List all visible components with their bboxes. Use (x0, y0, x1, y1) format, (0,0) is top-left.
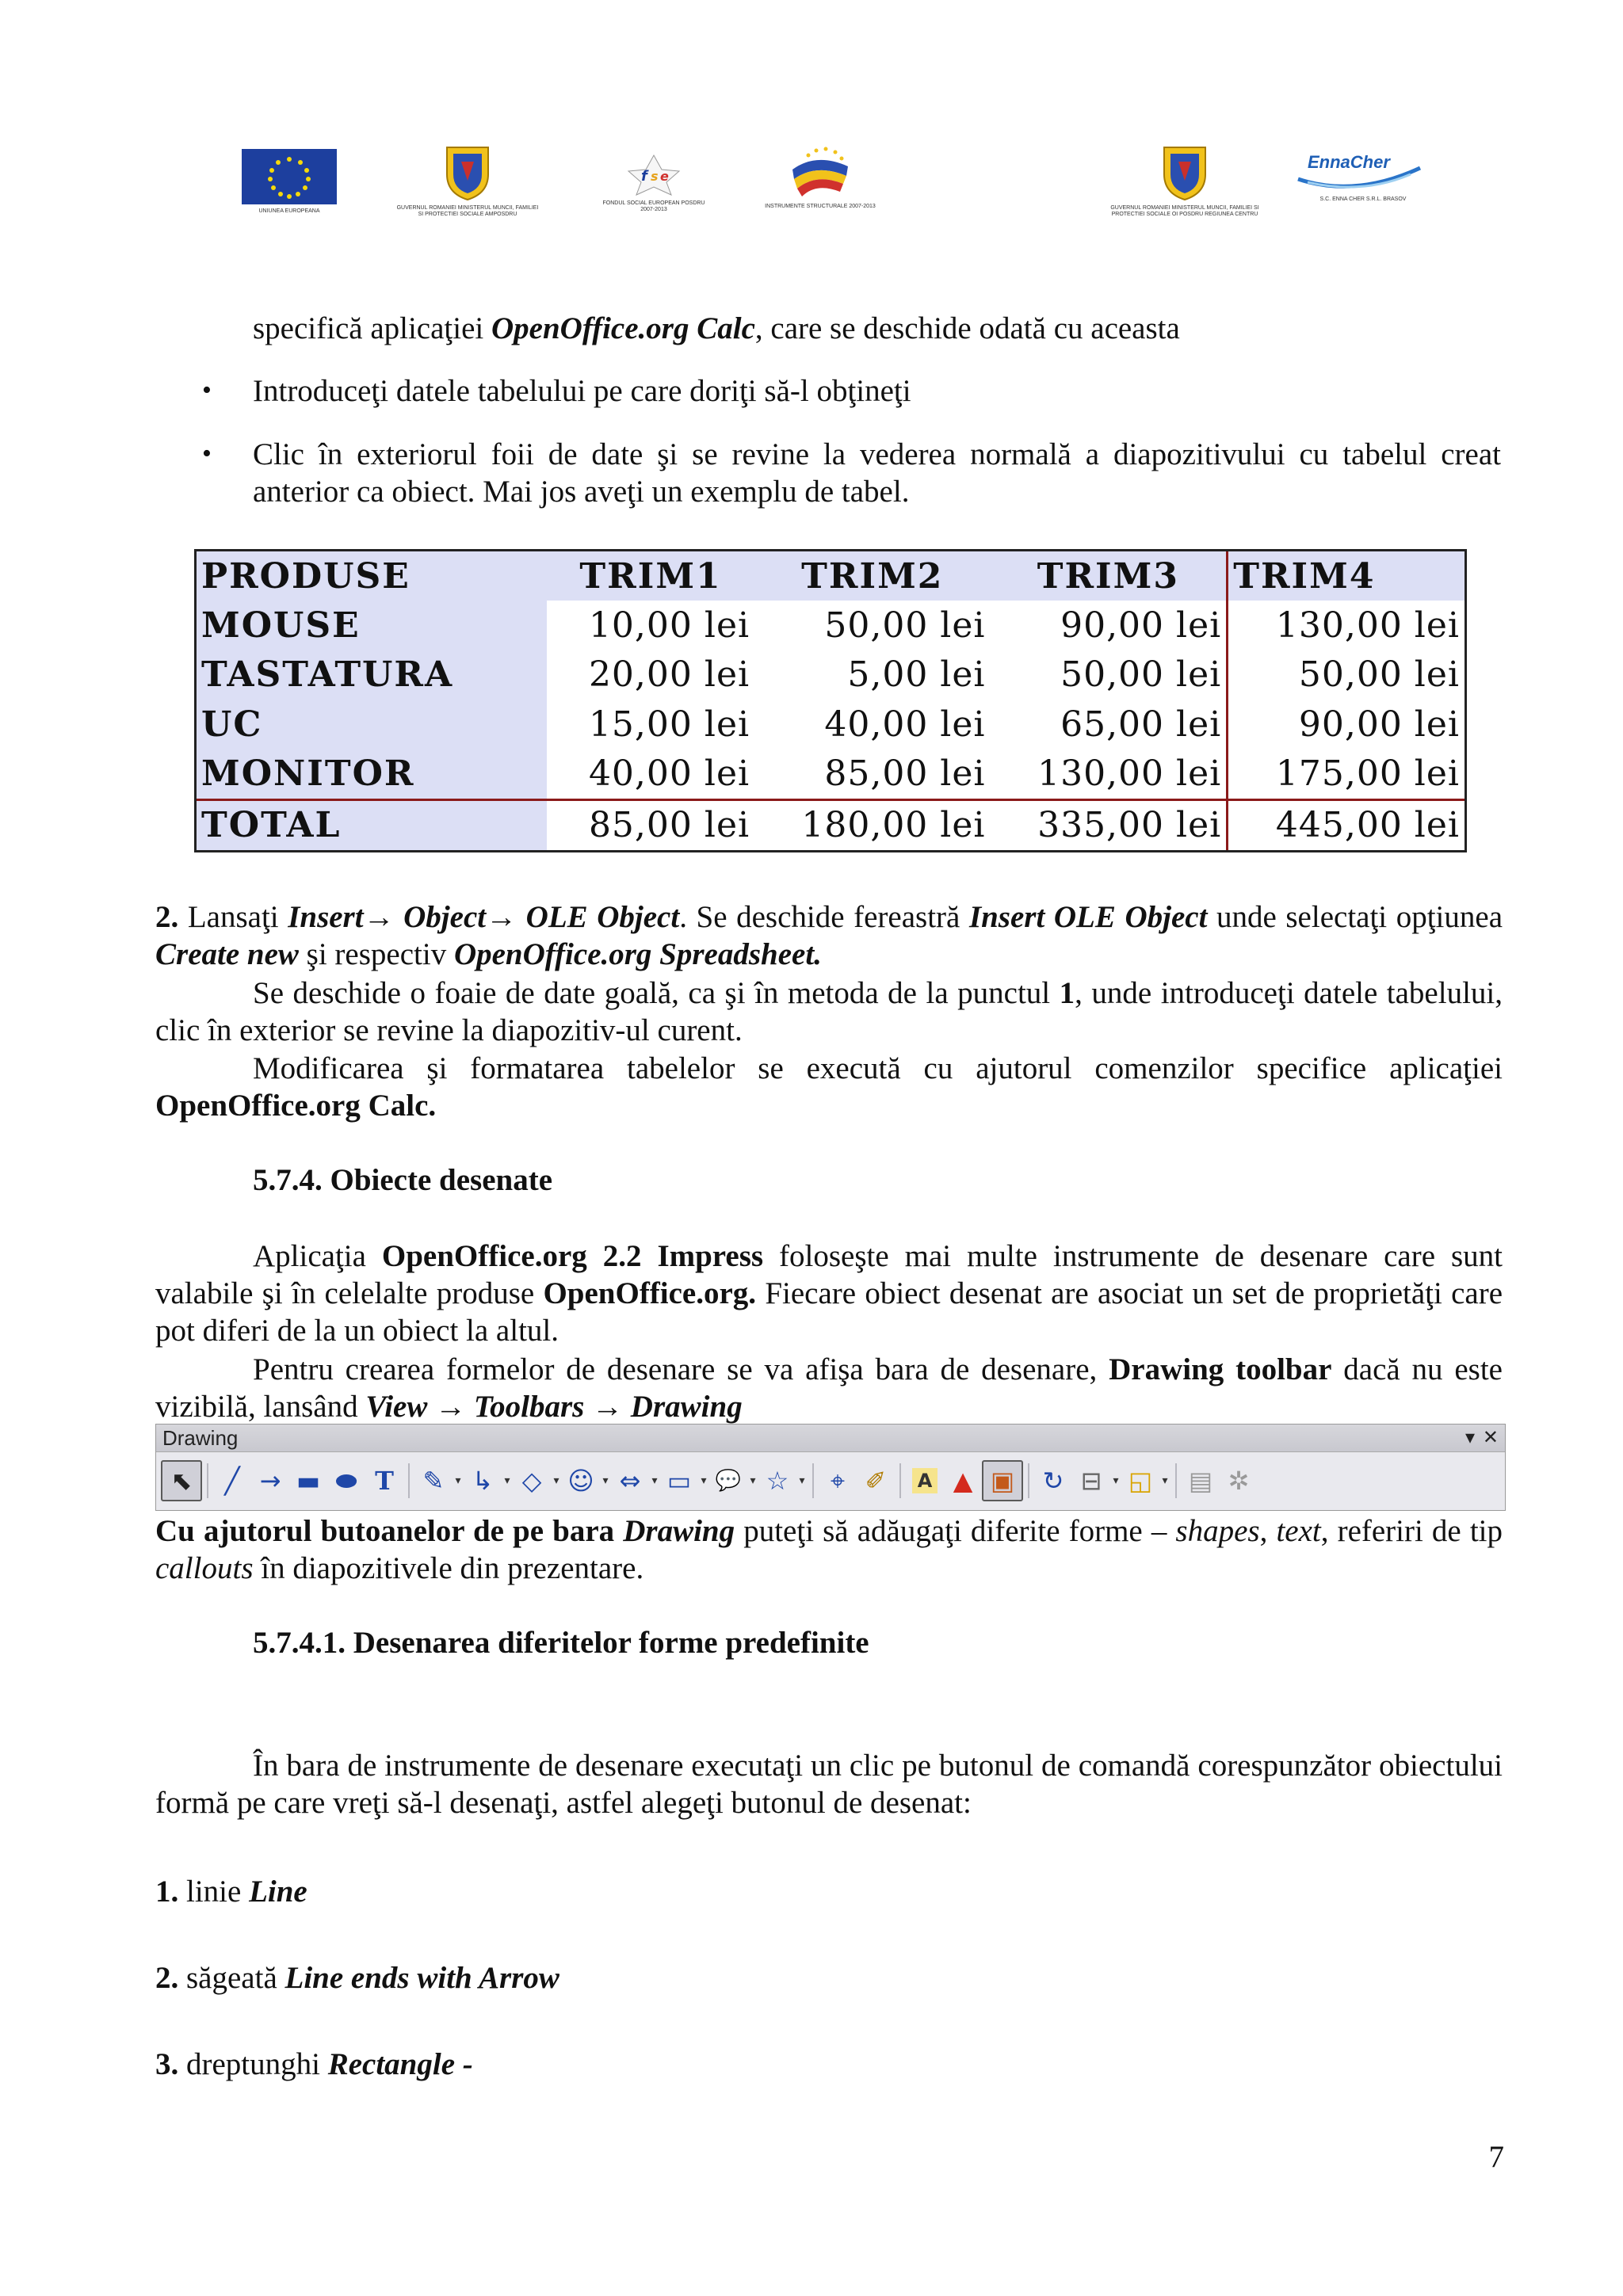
table-row (197, 700, 1465, 749)
table-cell: 15,00 lei (588, 704, 750, 745)
table-cell: 130,00 lei (990, 749, 1227, 799)
table-cell: 90,00 lei (1298, 704, 1460, 745)
chevron-down-icon[interactable]: ▾ (504, 1474, 510, 1487)
drawing-toolbar-title: Drawing ▾ ✕ (156, 1425, 1505, 1452)
logo-caption: GUVERNUL ROMANIEI MINISTERUL MUNCII, FAMILIEI SI PROTECTIEI SOCIALE OI POSDRU REGIUNEA CENTRU (1110, 205, 1259, 217)
table-header-cell: TRIM4 (1228, 551, 1465, 601)
toolbar-separator (408, 1463, 410, 1498)
table-row-label: TOTAL (197, 799, 547, 850)
table-cell: 20,00 lei (588, 654, 750, 696)
table-row (197, 749, 1465, 799)
logo-caption: S.C. ENNA CHER S.R.L. BRASOV (1319, 196, 1407, 202)
alignment-icon[interactable]: ⊟ (1080, 1466, 1102, 1496)
table-cell: 130,00 lei (1275, 605, 1460, 646)
header-logos (230, 143, 1450, 254)
chevron-down-icon[interactable]: ▾ (553, 1474, 559, 1487)
ellipse-icon[interactable]: ⬬ (335, 1465, 357, 1496)
select-arrow-icon[interactable]: ⬉ (161, 1460, 202, 1501)
line-arrow-icon[interactable]: → (259, 1466, 281, 1496)
table-cell: 335,00 lei (990, 799, 1227, 850)
fse-logo (602, 154, 705, 213)
table-row-label: TASTATURA (197, 650, 547, 700)
toolbar-description: Cu ajutorul butoanelor de pe bara Drawing puteţi să adăugaţi diferite forme – shapes, text, referiri de tip callouts în diapozitivele din prezentare. (155, 1514, 1503, 1585)
step2-paragraph-3: Modificarea şi formatarea tabelelor se execută cu ajutorul comenzilor specifice aplicaţiei OpenOffice.org Calc. (155, 1051, 1503, 1123)
svg-text:e: e (660, 169, 669, 184)
table-cell: 50,00 lei (824, 605, 986, 646)
table-cell: 445,00 lei (1228, 799, 1465, 850)
coat-of-arms-icon (1159, 143, 1210, 201)
line-icon[interactable]: ╱ (224, 1466, 240, 1496)
structural-instruments-logo (761, 143, 880, 210)
table-row-label: MONITOR (197, 749, 547, 799)
toolbar-menu-icon[interactable]: ▾ (1465, 1427, 1475, 1448)
chevron-down-icon[interactable]: ▾ (455, 1474, 461, 1487)
bullet-marker: • (202, 376, 212, 405)
section-paragraph-2: Pentru crearea formelor de desenare se va afişa bara de desenare, Drawing toolbar dacă nu este vizibilă, lansând View → Toolbars → Drawing (155, 1352, 1503, 1424)
curve-icon[interactable]: ✎ (422, 1466, 445, 1496)
step2-paragraph: 2. Lansaţi Insert→ Object→ OLE Object. Se deschide fereastră Insert OLE Object unde selectaţi opţiunea Create new şi respectiv OpenOffice.org Spreadsheet. (155, 900, 1503, 971)
chevron-down-icon[interactable]: ▾ (701, 1474, 707, 1487)
arrange-icon[interactable]: ◱ (1128, 1466, 1153, 1496)
section-paragraph: Aplicaţia OpenOffice.org 2.2 Impress foloseşte mai multe instrumente de desenare care sunt valabile şi în celelalte produse OpenOffice.org. Fiecare obiect desenat are asociat un set de proprietăţi care pot diferi de la un obiect la altul. (155, 1239, 1503, 1348)
product-table (194, 549, 1467, 852)
rotate-icon[interactable]: ↻ (1042, 1466, 1064, 1496)
drawing-toolbar (155, 1424, 1506, 1511)
block-arrows-icon[interactable]: ⇔ (619, 1466, 641, 1496)
ennacher-logo (1292, 151, 1434, 203)
table-cell: 65,00 lei (990, 700, 1227, 749)
chevron-down-icon[interactable]: ▾ (1162, 1474, 1168, 1487)
glue-points-icon[interactable]: ✐ (865, 1466, 887, 1496)
romania-coat-of-arms-logo-1 (396, 143, 539, 218)
table-header-row (197, 551, 1465, 601)
logo-caption: GUVERNUL ROMANIEI MINISTERUL MUNCII, FAMILIEI SI PROTECTIEI SOCIALE AMPOSDRU (396, 205, 539, 217)
table-cell: 180,00 lei (754, 799, 990, 850)
drawing-toolbar-buttons (161, 1456, 1500, 1505)
table-cell: 10,00 lei (588, 605, 750, 646)
eu-flag-icon (242, 149, 337, 204)
coat-of-arms-icon (442, 143, 493, 201)
table-cell: 50,00 lei (990, 650, 1227, 700)
flowchart-icon[interactable]: ▭ (666, 1466, 692, 1496)
structural-instruments-icon (785, 143, 856, 200)
points-icon[interactable]: ⌖ (830, 1465, 846, 1496)
subsection-heading: 5.7.4.1. Desenarea diferitelor forme predefinite (253, 1626, 869, 1660)
list-item: 2. săgeată Line ends with Arrow (155, 1961, 559, 1995)
callouts-icon[interactable]: 💬 (715, 1469, 742, 1493)
table-cell: 85,00 lei (824, 753, 986, 794)
table-header-cell: PRODUSE (197, 551, 547, 601)
table-total-row (197, 799, 1465, 850)
intro-line: specifică aplicaţiei OpenOffice.org Calc, care se deschide odată cu aceasta (253, 311, 1180, 345)
table-row (197, 601, 1465, 650)
chevron-down-icon[interactable]: ▾ (602, 1474, 609, 1487)
symbol-shapes-icon[interactable]: ☺ (567, 1466, 594, 1496)
eu-flag-logo (238, 149, 341, 215)
table-header-cell: TRIM3 (990, 551, 1227, 601)
fse-icon (622, 154, 685, 196)
list-item: 1. linie Line (155, 1875, 307, 1909)
bullet-marker: • (202, 439, 212, 468)
step2-paragraph-2: Se deschide o foaie de date goală, ca şi în metoda de la punctul 1, unde introduceţi datele tabelului, clic în exterior se revine la diapozitiv-ul curent. (155, 976, 1503, 1047)
table-header-cell: TRIM2 (754, 551, 990, 601)
close-icon[interactable]: ✕ (1482, 1427, 1499, 1448)
extrusion-icon[interactable]: ✲ (1228, 1466, 1250, 1496)
table-row (197, 650, 1465, 700)
gallery-icon[interactable]: ▣ (982, 1460, 1023, 1501)
table-cell: 5,00 lei (847, 654, 986, 696)
subsection-paragraph: În bara de instrumente de desenare executaţi un clic pe butonul de comandă corespunzător obiectului formă pe care vreţi să-l desenaţi, astfel alegeţi butonul de desenat: (155, 1749, 1503, 1820)
logo-caption: INSTRUMENTE STRUCTURALE 2007-2013 (765, 204, 876, 209)
product-table-grid (197, 551, 1465, 850)
table-cell: 40,00 lei (824, 704, 986, 745)
text-icon[interactable]: T (375, 1466, 394, 1496)
3d-objects-icon[interactable]: ▤ (1188, 1466, 1213, 1496)
table-header-cell: TRIM1 (547, 551, 754, 601)
table-cell: 175,00 lei (1275, 753, 1460, 794)
toolbar-separator (899, 1463, 901, 1498)
bullet-item: Clic în exteriorul foii de date şi se revine la vederea normală a diapozitivului cu tabelul creat anterior ca obiect. Mai jos aveţi un exemplu de tabel. (253, 437, 1501, 509)
fontwork-icon[interactable]: A (912, 1468, 938, 1493)
logo-caption: UNIUNEA EUROPEANA (258, 208, 320, 214)
toolbar-separator (207, 1463, 208, 1498)
romania-coat-of-arms-logo-2 (1109, 143, 1260, 218)
section-heading: 5.7.4. Obiecte desenate (253, 1163, 553, 1197)
list-item: 3. dreptunghi Rectangle - (155, 2047, 473, 2081)
from-file-icon[interactable]: ▲ (953, 1466, 973, 1496)
chevron-down-icon[interactable]: ▾ (750, 1474, 756, 1487)
ennacher-logo-text: EnnaCher (1308, 152, 1390, 172)
basic-shapes-icon[interactable]: ◇ (521, 1466, 542, 1496)
ennacher-mark (1292, 151, 1434, 196)
stars-icon[interactable]: ☆ (766, 1466, 789, 1496)
table-row-label: UC (197, 700, 547, 749)
svg-text:f: f (641, 168, 647, 185)
toolbar-separator (1028, 1463, 1029, 1498)
rectangle-icon[interactable]: ▬ (296, 1466, 321, 1496)
table-cell: 40,00 lei (588, 753, 750, 794)
table-row-label: MOUSE (197, 601, 547, 650)
chevron-down-icon[interactable]: ▾ (1113, 1474, 1119, 1487)
toolbar-separator (812, 1463, 814, 1498)
logo-caption: FONDUL SOCIAL EUROPEAN POSDRU 2007-2013 (602, 200, 705, 212)
bullet-item: Introduceţi datele tabelului pe care doriţi să-l obţineţi (253, 374, 911, 408)
table-cell: 85,00 lei (547, 799, 754, 850)
chevron-down-icon[interactable]: ▾ (651, 1474, 658, 1487)
page-number: 7 (1488, 2140, 1504, 2174)
chevron-down-icon[interactable]: ▾ (799, 1474, 805, 1487)
toolbar-separator (1175, 1463, 1177, 1498)
svg-text:s: s (651, 169, 659, 184)
table-cell: 90,00 lei (990, 601, 1227, 650)
table-cell: 50,00 lei (1298, 654, 1460, 696)
connector-icon[interactable]: ↳ (472, 1466, 494, 1496)
